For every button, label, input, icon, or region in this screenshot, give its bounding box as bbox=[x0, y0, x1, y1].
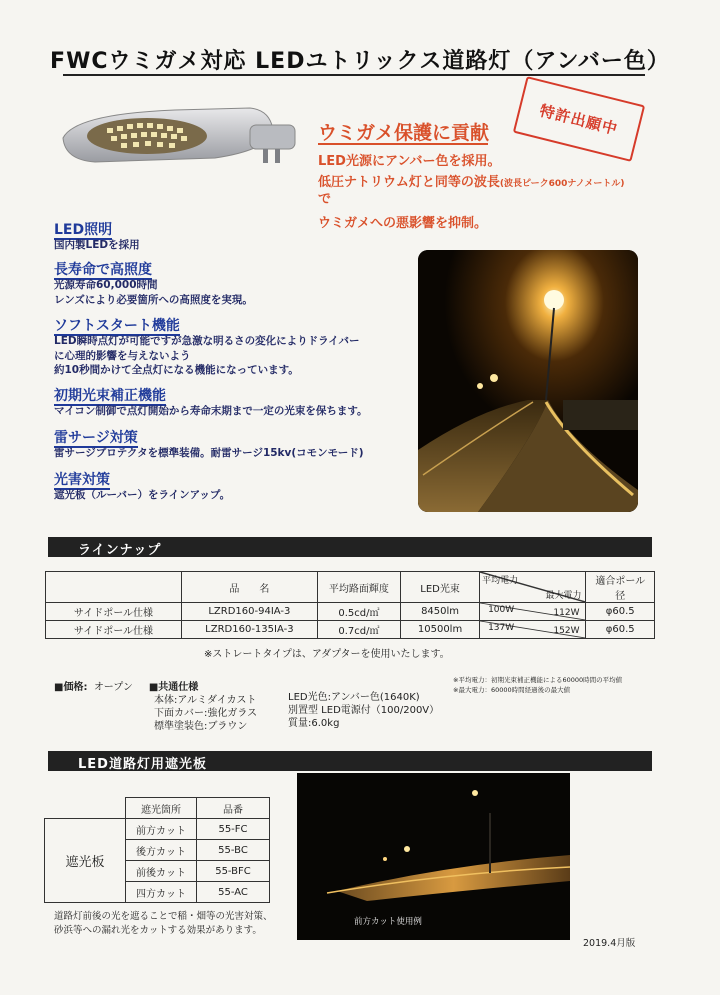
cell-location: 前後カット bbox=[126, 861, 197, 882]
spec-item: 本体:アルミダイカスト bbox=[154, 695, 257, 706]
cell-illuminance: 0.5cd/㎡ bbox=[317, 603, 400, 621]
lineup-section-title: ラインナップ bbox=[78, 543, 162, 558]
feature-led-lighting bbox=[54, 222, 140, 253]
edition-date: 2019.4月版 bbox=[583, 938, 636, 949]
feature-body-line: 約10秒間かけて全点灯になる機能になっています。 bbox=[54, 364, 299, 376]
header-part: 品番 bbox=[197, 798, 270, 819]
specs-footnotes bbox=[453, 675, 622, 695]
spec-item: 質量:6.0kg bbox=[288, 718, 340, 729]
footnote: ※最大電力：60000時間経過後の最大値 bbox=[453, 686, 571, 694]
feature-body-line: 遮光板（ルーバー）をラインアップ。 bbox=[54, 489, 231, 501]
feature-light-pollution bbox=[54, 472, 230, 503]
cell-type: サイドポール仕様 bbox=[46, 621, 182, 639]
cell-model: LZRD160-94IA-3 bbox=[181, 603, 317, 621]
lineup-section-header bbox=[48, 537, 652, 557]
description-line: 砂浜等への漏れ光をカットする効果があります。 bbox=[54, 925, 262, 936]
lineup-note: ※ストレートタイプは、アダプターを使用いたします。 bbox=[204, 649, 450, 660]
price-value: オープン bbox=[93, 682, 133, 693]
cell-power bbox=[480, 603, 586, 621]
cell-illuminance: 0.7cd/㎡ bbox=[317, 621, 400, 639]
table-row bbox=[46, 603, 655, 621]
shade-section-header bbox=[48, 751, 652, 771]
table-header-row bbox=[45, 798, 270, 819]
feature-heading: 初期光束補正機能 bbox=[54, 388, 166, 404]
header-illuminance: 平均路面輝度 bbox=[317, 572, 400, 603]
patent-pending-stamp: 特許出願中 bbox=[513, 76, 645, 162]
feature-heading: 長寿命で高照度 bbox=[54, 262, 152, 278]
turtle-protection-heading: ウミガメ保護に貢献 bbox=[318, 122, 490, 144]
header-power-average: 平均電力 bbox=[482, 576, 519, 586]
night-road-photo bbox=[418, 250, 638, 512]
spec-item: 下面カバー:強化ガラス bbox=[154, 708, 258, 719]
price-label: ■価格: bbox=[54, 682, 88, 693]
header-type bbox=[46, 572, 182, 603]
specs-block bbox=[54, 681, 257, 733]
cell-part: 55-BC bbox=[197, 840, 270, 861]
feature-body-line: 雷サージプロテクタを標準装備。耐雷サージ15kv(コモンモード) bbox=[54, 447, 364, 459]
feature-body-line: 光源寿命60,000時間 bbox=[54, 279, 158, 291]
cell-part: 55-BFC bbox=[197, 861, 270, 882]
header-model: 品 名 bbox=[181, 572, 317, 603]
feature-body-line: 国内製LEDを採用 bbox=[54, 239, 140, 251]
cell-power-average: 137W bbox=[488, 623, 515, 633]
turtle-line-2-tail: で bbox=[318, 192, 332, 207]
specs-block-secondary bbox=[288, 691, 439, 730]
header-location: 遮光箇所 bbox=[126, 798, 197, 819]
cell-pole: φ60.5 bbox=[586, 621, 655, 639]
shade-group-label: 遮光板 bbox=[45, 819, 126, 903]
turtle-line-2-note: (波長ピーク600ナノメートル) bbox=[499, 179, 625, 189]
feature-heading: 雷サージ対策 bbox=[54, 430, 138, 446]
cell-pole: φ60.5 bbox=[586, 603, 655, 621]
feature-body-line: マイコン制御で点灯開始から寿命末期まで一定の光束を保ちます。 bbox=[54, 405, 368, 417]
table-header-row bbox=[46, 572, 655, 603]
table-row bbox=[45, 819, 270, 840]
feature-heading: 光害対策 bbox=[54, 472, 110, 488]
page-title: FWCウミガメ対応 LEDユトリックス道路灯（アンバー色） bbox=[50, 49, 670, 74]
spec-item: 別置型 LED電源付（100/200V） bbox=[288, 705, 440, 716]
turtle-heading-underline bbox=[318, 143, 488, 145]
feature-long-life bbox=[54, 262, 253, 307]
photo-caption: 前方カット使用例 bbox=[354, 917, 422, 927]
led-fixture-illustration bbox=[55, 100, 305, 180]
feature-heading: LED照明 bbox=[54, 222, 113, 238]
footnote: ※平均電力：初期光束補正機能による60000時間の平均値 bbox=[453, 676, 623, 684]
cell-power-average: 100W bbox=[488, 605, 515, 615]
table-row bbox=[46, 621, 655, 639]
shade-description bbox=[54, 910, 273, 938]
spec-item: LED光色:アンバー色(1640K) bbox=[288, 692, 420, 703]
cell-part: 55-FC bbox=[197, 819, 270, 840]
shade-section-title: LED道路灯用遮光板 bbox=[78, 757, 207, 772]
turtle-line-1: LED光源にアンバー色を採用。 bbox=[318, 154, 501, 169]
cell-location: 後方カット bbox=[126, 840, 197, 861]
feature-body-line: LED瞬時点灯が可能ですが急激な明るさの変化によりドライバー bbox=[54, 335, 360, 347]
feature-body-line: レンズにより必要箇所への高照度を実現。 bbox=[54, 293, 253, 306]
cell-location: 前方カット bbox=[126, 819, 197, 840]
spec-item: 標準塗装色:ブラウン bbox=[154, 721, 248, 732]
cell-type: サイドポール仕様 bbox=[46, 603, 182, 621]
feature-surge-protection bbox=[54, 430, 364, 461]
feature-heading: ソフトスタート機能 bbox=[54, 318, 180, 334]
header-flux: LED光束 bbox=[401, 572, 480, 603]
title-underline bbox=[63, 74, 645, 76]
cell-flux: 10500lm bbox=[401, 621, 480, 639]
turtle-line-2 bbox=[318, 175, 648, 208]
cell-location: 四方カット bbox=[126, 882, 197, 903]
header-empty bbox=[45, 798, 126, 819]
cell-flux: 8450lm bbox=[401, 603, 480, 621]
cell-power-max: 152W bbox=[553, 626, 580, 636]
turtle-line-3: ウミガメへの悪影響を抑制。 bbox=[318, 216, 488, 231]
lineup-table bbox=[45, 571, 655, 639]
cell-power bbox=[480, 621, 586, 639]
front-cut-example-photo bbox=[297, 773, 570, 940]
header-power-max: 最大電力 bbox=[545, 591, 582, 601]
description-line: 道路灯前後の光を遮ることで稲・畑等の光害対策、 bbox=[54, 911, 273, 922]
common-spec-label: ■共通仕様 bbox=[148, 682, 199, 693]
turtle-line-2-main: 低圧ナトリウム灯と同等の波長 bbox=[318, 175, 500, 190]
cell-model: LZRD160-135IA-3 bbox=[181, 621, 317, 639]
feature-body-line: に心理的影響を与えないよう bbox=[54, 349, 191, 362]
header-power bbox=[480, 572, 586, 603]
feature-flux-correction bbox=[54, 388, 368, 419]
feature-soft-start bbox=[54, 318, 360, 378]
cell-power-max: 112W bbox=[553, 608, 580, 618]
cell-part: 55-AC bbox=[197, 882, 270, 903]
shade-table bbox=[44, 797, 270, 903]
header-pole: 適合ポール径 bbox=[586, 572, 655, 603]
